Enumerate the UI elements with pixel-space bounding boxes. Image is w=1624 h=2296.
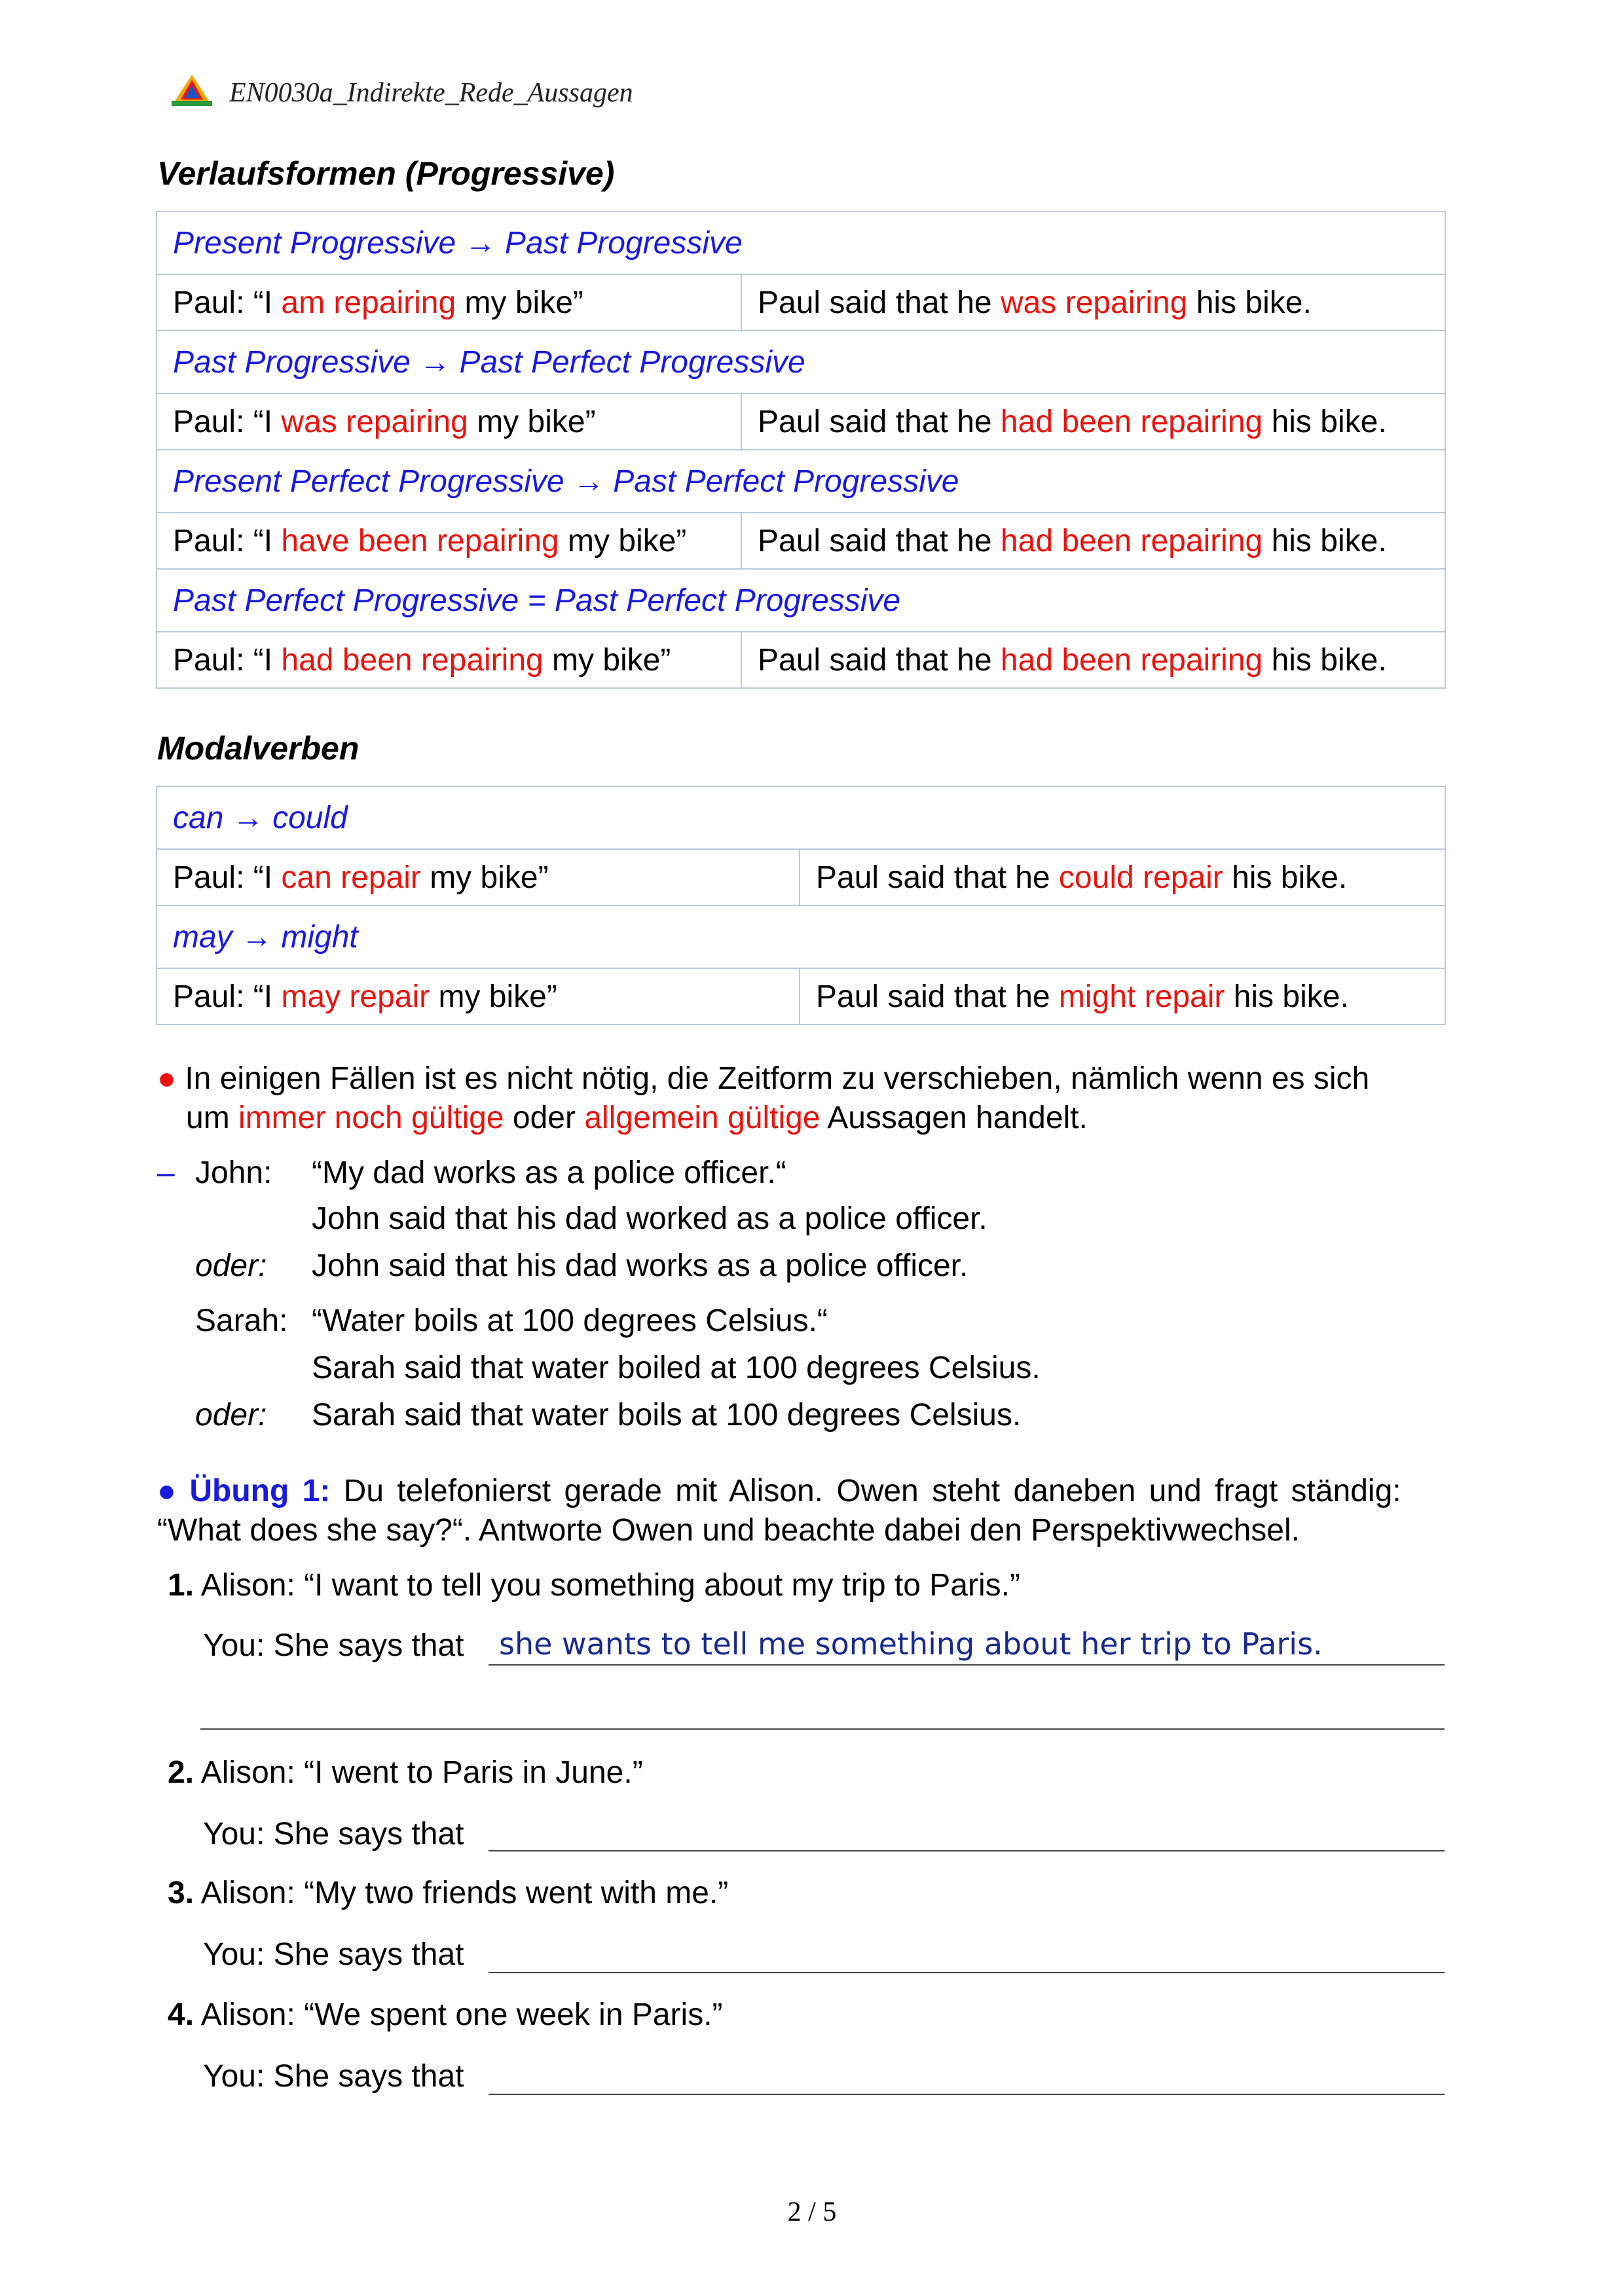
section-title-modal: Modalverben xyxy=(157,730,360,767)
dash-icon: – xyxy=(157,1156,175,1190)
direct-speech-cell: Paul: “I was repairing my bike” xyxy=(157,393,741,450)
answer-input-4[interactable] xyxy=(489,2094,1445,2095)
direct-speech-cell: Paul: “I can repair my bike” xyxy=(157,849,800,905)
reported-speech-cell: Paul said that he had been repairing his bike. xyxy=(741,513,1445,569)
table-row xyxy=(157,331,1445,393)
verb-highlight: may repair xyxy=(281,979,430,1014)
answer-input-3[interactable] xyxy=(489,1972,1445,1973)
document-filename: EN0030a_Indirekte_Rede_Aussagen xyxy=(229,78,633,108)
modal-heading: can → could xyxy=(157,786,1445,849)
reported-sentence: John said that his dad worked as a police officer. xyxy=(312,1201,987,1236)
verb-highlight: have been repairing xyxy=(281,523,559,558)
verb-highlight: had been repairing xyxy=(1000,523,1263,558)
answer-input-1[interactable]: she wants to tell me something about her trip to Paris. xyxy=(499,1626,1323,1662)
exercise-item-4: 4. Alison: “We spent one week in Paris.” xyxy=(168,1997,723,2032)
verb-highlight: am repairing xyxy=(281,285,456,320)
reported-sentence: Sarah said that water boiled at 100 degrees Celsius. xyxy=(312,1351,1041,1385)
direct-quote: “My dad works as a police officer.“ xyxy=(312,1156,786,1190)
verb-highlight: could repair xyxy=(1058,860,1223,895)
verb-highlight: was repairing xyxy=(1000,285,1188,320)
exercise-intro-line-1: ● Übung 1: Du telefonierst gerade mit Alison. Owen steht daneben und fragt ständig: xyxy=(157,1474,1401,1508)
you-label: You: She says that xyxy=(203,1817,464,1851)
reported-sentence-alt: John said that his dad works as a police officer. xyxy=(312,1248,969,1283)
oder-label: oder: xyxy=(195,1398,267,1432)
page-number: 2 / 5 xyxy=(787,2197,837,2227)
table-row xyxy=(157,905,1445,968)
tense-heading: Past Progressive → Past Perfect Progressive xyxy=(157,331,1445,393)
direct-speech-cell: Paul: “I have been repairing my bike” xyxy=(157,513,741,569)
table-row xyxy=(157,450,1445,513)
table-row xyxy=(157,274,1445,331)
you-label: You: She says that xyxy=(203,1628,464,1663)
verb-highlight: had been repairing xyxy=(1000,404,1263,439)
answer-input-2[interactable] xyxy=(489,1850,1445,1851)
table-row xyxy=(157,632,1445,688)
reported-speech-cell: Paul said that he was repairing his bike. xyxy=(741,274,1445,331)
answer-line[interactable] xyxy=(489,1664,1445,1666)
you-label: You: She says that xyxy=(203,2059,464,2094)
table-row xyxy=(157,393,1445,450)
direct-speech-cell: Paul: “I had been repairing my bike” xyxy=(157,632,741,688)
note-line-1: ● In einigen Fällen ist es nicht nötig, die Zeitform zu verschieben, nämlich wenn es sich xyxy=(157,1061,1370,1096)
oder-label: oder: xyxy=(195,1248,267,1283)
table-row xyxy=(157,513,1445,569)
highlight-still-valid: immer noch gültige xyxy=(238,1101,504,1135)
progressive-table xyxy=(156,211,1446,689)
tense-heading: Present Perfect Progressive → Past Perfect Progressive xyxy=(157,450,1445,513)
reported-speech-cell: Paul said that he might repair his bike. xyxy=(800,968,1445,1025)
table-row xyxy=(157,849,1445,905)
direct-quote: “Water boils at 100 degrees Celsius.“ xyxy=(312,1303,828,1338)
table-row xyxy=(157,211,1445,274)
exercise-item-3: 3. Alison: “My two friends went with me.” xyxy=(168,1876,729,1910)
speaker-label: Sarah: xyxy=(195,1303,288,1338)
note-line-2: um immer noch gültige oder allgemein gültige Aussagen handelt. xyxy=(186,1101,1088,1135)
tense-heading: Past Perfect Progressive = Past Perfect Progressive xyxy=(157,569,1445,632)
tense-heading: Present Progressive → Past Progressive xyxy=(157,211,1445,274)
exercise-item-1: 1. Alison: “I want to tell you something about my trip to Paris.” xyxy=(168,1568,1020,1603)
modal-heading: may → might xyxy=(157,905,1445,968)
highlight-generally-valid: allgemein gültige xyxy=(584,1101,821,1135)
section-title-progressive: Verlaufsformen (Progressive) xyxy=(157,155,615,192)
answer-line-continued[interactable] xyxy=(200,1728,1445,1730)
bullet-icon: ● xyxy=(157,1474,176,1508)
reported-speech-cell: Paul said that he could repair his bike. xyxy=(800,849,1445,905)
speaker-label: John: xyxy=(195,1156,272,1190)
verb-highlight: might repair xyxy=(1058,979,1225,1014)
table-row xyxy=(157,569,1445,632)
reported-speech-cell: Paul said that he had been repairing his bike. xyxy=(741,632,1445,688)
you-label: You: She says that xyxy=(203,1937,464,1972)
exercise-label: Übung 1: xyxy=(189,1474,331,1508)
bullet-icon: ● xyxy=(157,1061,176,1096)
modal-table xyxy=(156,786,1446,1025)
table-row xyxy=(157,786,1445,849)
exercise-intro-line-2: “What does she say?“. Antworte Owen und beachte dabei den Perspektivwechsel. xyxy=(157,1513,1300,1548)
reported-sentence-alt: Sarah said that water boils at 100 degrees Celsius. xyxy=(312,1398,1022,1432)
verb-highlight: had been repairing xyxy=(281,642,544,678)
direct-speech-cell: Paul: “I am repairing my bike” xyxy=(157,274,741,331)
verb-highlight: had been repairing xyxy=(1000,642,1263,678)
reported-speech-cell: Paul said that he had been repairing his bike. xyxy=(741,393,1445,450)
logo-icon xyxy=(169,73,215,107)
direct-speech-cell: Paul: “I may repair my bike” xyxy=(157,968,800,1025)
verb-highlight: was repairing xyxy=(281,404,468,439)
table-row xyxy=(157,968,1445,1025)
exercise-item-2: 2. Alison: “I went to Paris in June.” xyxy=(168,1755,643,1790)
verb-highlight: can repair xyxy=(281,860,421,895)
